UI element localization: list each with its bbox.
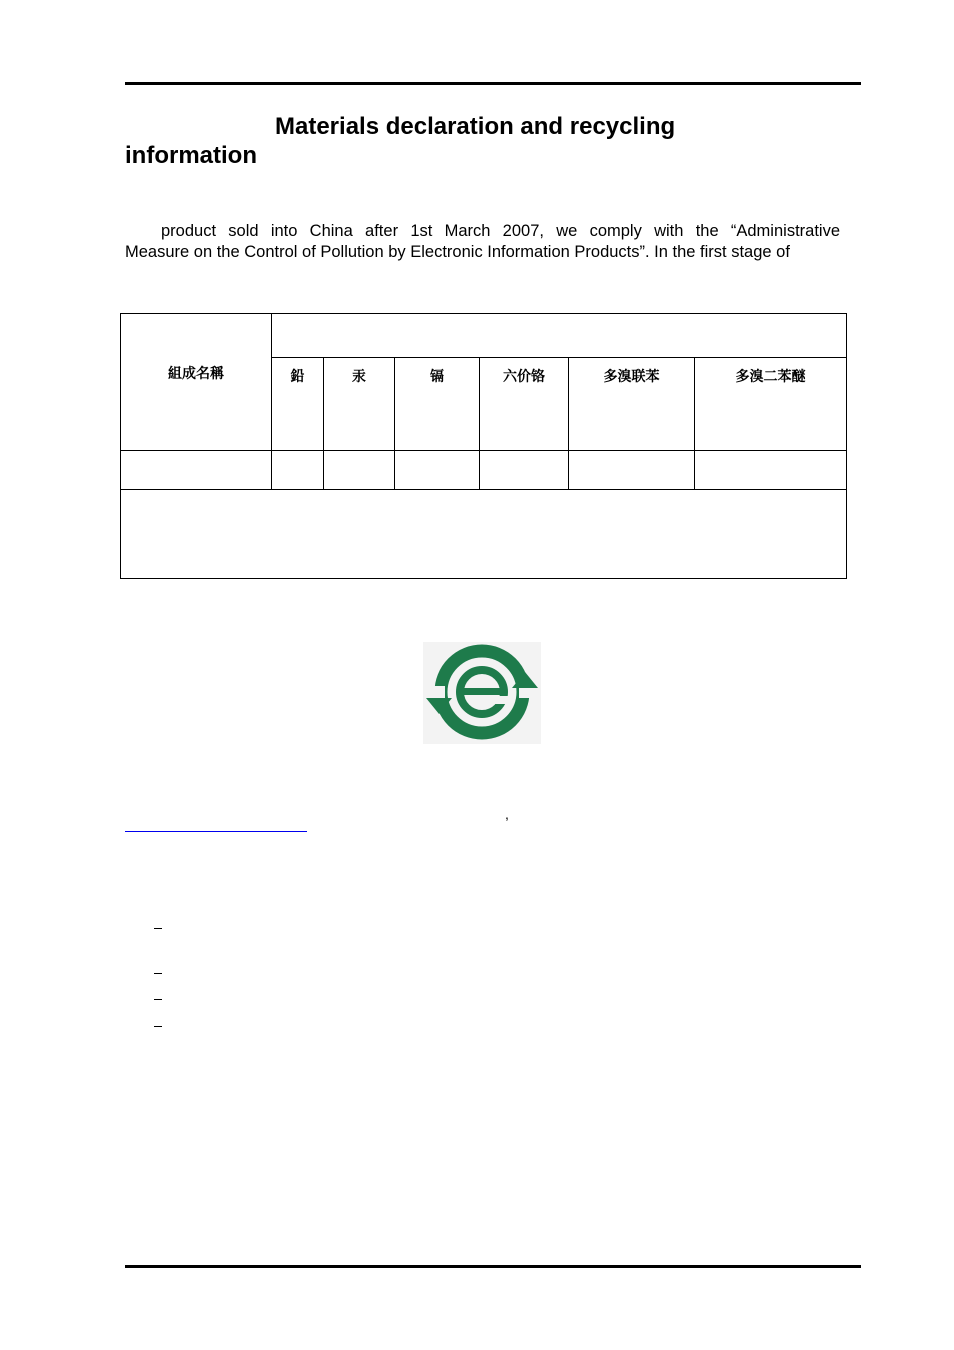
china-rohs-e-recycle-logo-icon — [423, 642, 541, 744]
page-title — [125, 112, 861, 170]
bottom-rule — [125, 1265, 861, 1268]
table-cell — [480, 451, 569, 490]
title-line-1: Materials declaration and recycling — [275, 113, 676, 140]
top-rule — [125, 82, 861, 85]
substance-header-lead: 鉛 — [272, 358, 324, 451]
table-cell — [121, 451, 272, 490]
intro-paragraph — [125, 221, 840, 263]
hyperlink-underline[interactable] — [125, 831, 307, 832]
table-note-cell — [121, 490, 847, 579]
title-line-2: information — [125, 142, 257, 169]
table-row — [121, 451, 847, 490]
table-cell — [395, 451, 480, 490]
substance-header-cadmium: 镉 — [395, 358, 480, 451]
substance-header-pbde: 多溴二苯醚 — [695, 358, 847, 451]
component-name-header — [121, 314, 272, 451]
intro-line-1: product sold into China after 1st March 2007, we comply with the “Administrative — [161, 222, 840, 240]
component-name-label: 組成名稱 — [168, 366, 224, 382]
substance-header-hexavalent-chromium: 六价铬 — [480, 358, 569, 451]
bullet-dash — [154, 999, 162, 1000]
table-cell — [324, 451, 395, 490]
table-note-row — [121, 490, 847, 579]
separator-comma: , — [505, 806, 509, 822]
table-cell — [569, 451, 695, 490]
substance-header-mercury: 汞 — [324, 358, 395, 451]
table-cell — [695, 451, 847, 490]
table-cell — [272, 451, 324, 490]
substances-group-header — [272, 314, 847, 358]
table-header-row — [121, 314, 847, 358]
bullet-dash — [154, 928, 162, 929]
substance-header-pbb: 多溴联苯 — [569, 358, 695, 451]
bullet-dash — [154, 1026, 162, 1027]
hazardous-substances-table — [120, 313, 847, 579]
intro-line-2: Measure on the Control of Pollution by Electronic Information Products”. In the first stage of — [125, 243, 790, 261]
bullet-dash — [154, 973, 162, 974]
